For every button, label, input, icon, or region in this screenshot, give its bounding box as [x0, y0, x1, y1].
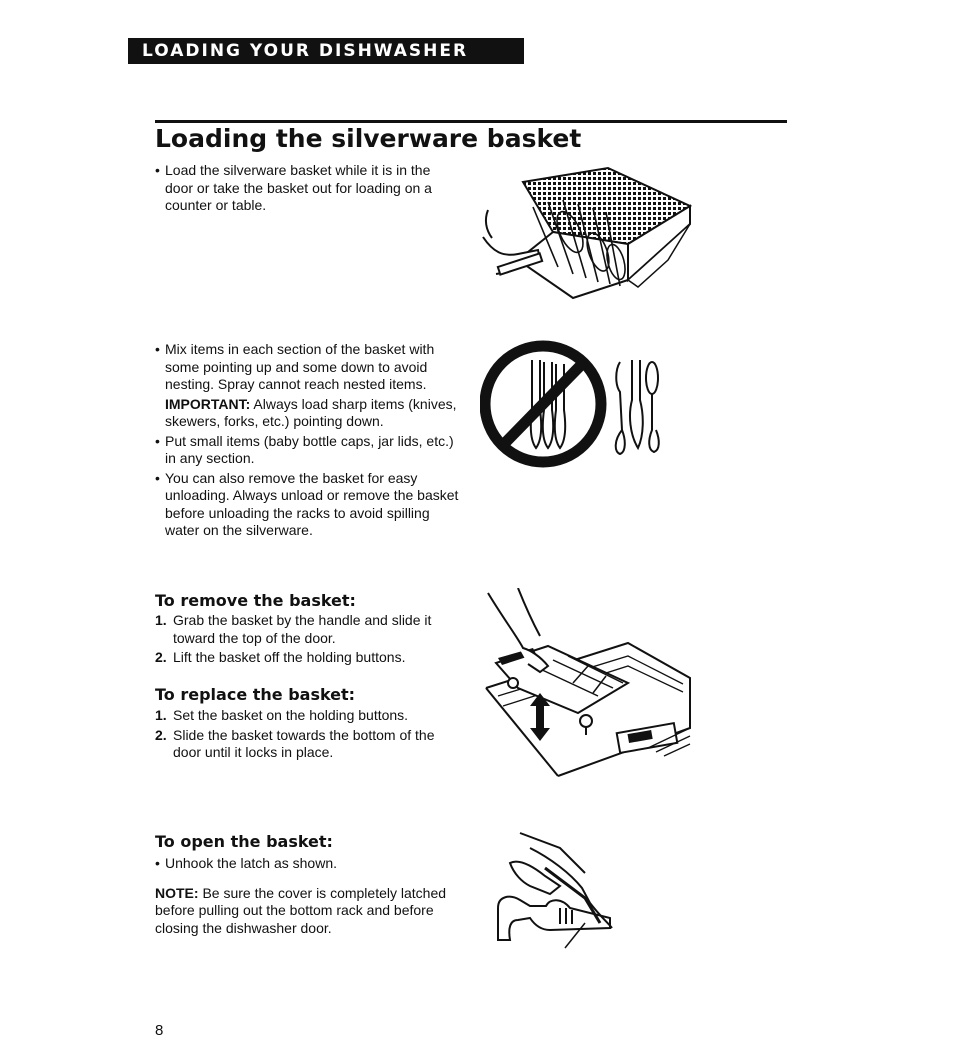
remove-heading: To remove the basket: [155, 591, 356, 610]
no-nesting-illustration [480, 340, 680, 470]
intro-text-block [155, 162, 460, 215]
important-label: IMPORTANT: [165, 395, 251, 412]
step-number: 2. [155, 726, 167, 743]
step-text: Lift the basket off the holding buttons. [173, 649, 406, 665]
remove-step-1 [155, 612, 460, 647]
basket-loading-illustration [478, 162, 698, 312]
page-title: Loading the silverware basket [155, 124, 582, 153]
step-text: Slide the basket towards the bottom of the door until it locks in place. [173, 726, 435, 760]
remove-step-2 [155, 649, 460, 667]
loading-instructions [155, 341, 460, 540]
remove-steps [155, 612, 460, 667]
replace-heading: To replace the basket: [155, 685, 356, 704]
replace-step-1 [155, 707, 460, 725]
step-number: 2. [155, 649, 167, 665]
note-text: Be sure the cover is completely latched before pulling out the bottom rack and before closing the dishwasher door. [155, 884, 447, 936]
remove-replace-illustration [478, 588, 698, 778]
small-items-bullet: • Put small items (baby bottle caps, jar lids, etc.) in any section. [155, 433, 460, 468]
remove-basket-bullet: • You can also remove the basket for easy unloading. Always unload or remove the basket before unloading the racks to avoid spilling water on the silverware. [155, 470, 460, 540]
intro-bullet: • Load the silverware basket while it is in the door or take the basket out for loading on a counter or table. [155, 162, 460, 215]
replace-step-2 [155, 727, 460, 762]
section-banner: LOADING YOUR DISHWASHER [128, 38, 524, 64]
latch-illustration [490, 828, 620, 953]
open-heading: To open the basket: [155, 832, 333, 851]
open-bullet: • Unhook the latch as shown. [155, 855, 460, 873]
step-text: Grab the basket by the handle and slide it toward the top of the door. [173, 612, 432, 646]
page-number: 8 [155, 1022, 164, 1039]
step-number: 1. [155, 707, 167, 723]
open-note [155, 885, 460, 938]
title-rule [155, 120, 787, 123]
important-note [155, 396, 460, 431]
important-text: Always load sharp items (knives, skewers, forks, etc.) pointing down. [165, 395, 457, 429]
step-number: 1. [155, 612, 167, 628]
note-label: NOTE: [155, 884, 199, 901]
mix-items-bullet: • Mix items in each section of the basket with some pointing up and some down to avoid nesting. Spray cannot reach nested items. [155, 341, 460, 394]
open-instructions [155, 855, 460, 937]
step-text: Set the basket on the holding buttons. [173, 707, 409, 723]
replace-steps [155, 707, 460, 762]
